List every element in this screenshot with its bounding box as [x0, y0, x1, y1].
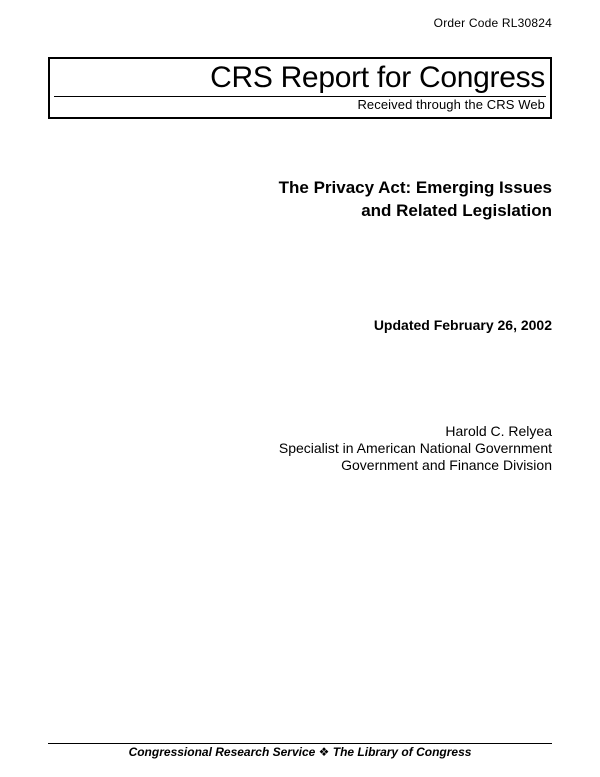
- report-title: CRS Report for Congress: [210, 61, 545, 94]
- author-position: Specialist in American National Government: [278, 440, 552, 456]
- report-banner: [48, 57, 552, 119]
- updated-date: Updated February 26, 2002: [373, 317, 552, 333]
- author-name: Harold C. Relyea: [445, 423, 552, 439]
- report-subtitle: Received through the CRS Web: [357, 97, 545, 112]
- document-title: [279, 176, 552, 222]
- document-title-line-1: The Privacy Act: Emerging Issues: [278, 178, 552, 197]
- author-block: [279, 423, 552, 474]
- author-division: Government and Finance Division: [341, 457, 552, 473]
- order-code: Order Code RL30824: [433, 16, 552, 30]
- document-title-line-2: and Related Legislation: [361, 201, 552, 220]
- footer-text: Congressional Research Service ❖ The Library of Congress: [128, 745, 472, 759]
- footer-divider: [48, 743, 552, 744]
